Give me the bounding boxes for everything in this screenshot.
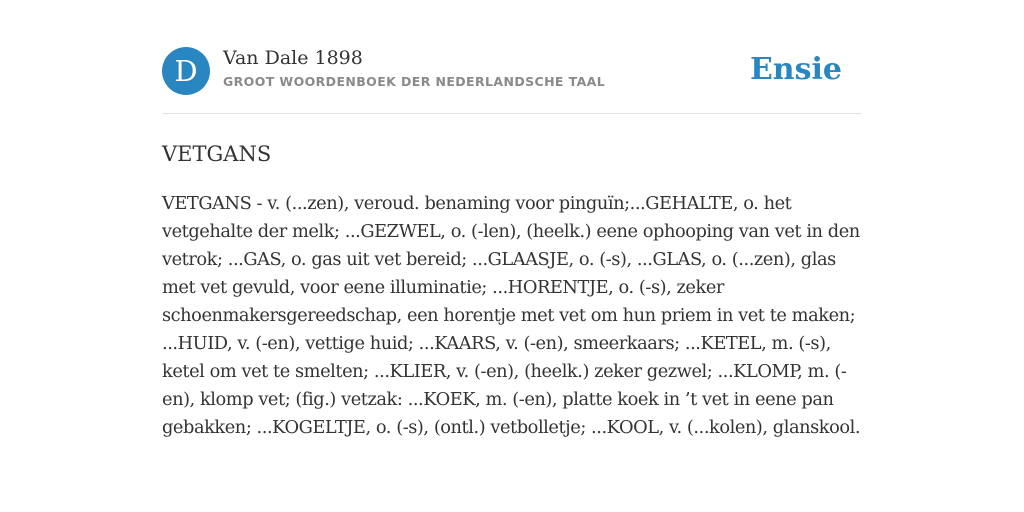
definition-line: ketel om vet te smelten; ...KLIER, v. (-en), (heelk.) zeker gezwel; ...KLOMP, m. (- [162, 361, 847, 382]
definition-line: schoenmakersgereedschap, een horentje met vet om hun priem in vet te maken; [162, 305, 856, 326]
header-divider [162, 113, 862, 114]
header [162, 46, 862, 96]
definition-line: gebakken; ...KOGELTJE, o. (-s), (ontl.) vetbolletje; ...KOOL, v. (...kolen), glanskool. [162, 417, 861, 438]
source-title[interactable]: Van Dale 1898 [223, 47, 363, 69]
source-logo-badge[interactable]: D [162, 47, 210, 95]
source-subtitle: GROOT WOORDENBOEK DER NEDERLANDSCHE TAAL [223, 74, 606, 89]
ensie-logo[interactable]: Ensie [749, 52, 842, 87]
page-title: VETGANS [162, 142, 272, 166]
definition-text [162, 190, 862, 442]
definition-line: VETGANS - v. (...zen), veroud. benaming voor pinguïn;...GEHALTE, o. het [162, 193, 792, 214]
definition-line: vetrok; ...GAS, o. gas uit vet bereid; ...GLAASJE, o. (-s), ...GLAS, o. (...zen), glas [162, 249, 836, 270]
definition-line: ...HUID, v. (-en), vettige huid; ...KAARS, v. (-en), smeerkaars; ...KETEL, m. (-s), [162, 333, 831, 354]
definition-line: met vet gevuld, voor eene illuminatie; ...HORENTJE, o. (-s), zeker [162, 277, 724, 298]
definition-line: vetgehalte der melk; ...GEZWEL, o. (-len), (heelk.) eene ophooping van vet in den [162, 221, 860, 242]
definition-line: en), klomp vet; (fig.) vetzak: ...KOEK, m. (-en), platte koek in ’t vet in eene pan [162, 389, 834, 410]
